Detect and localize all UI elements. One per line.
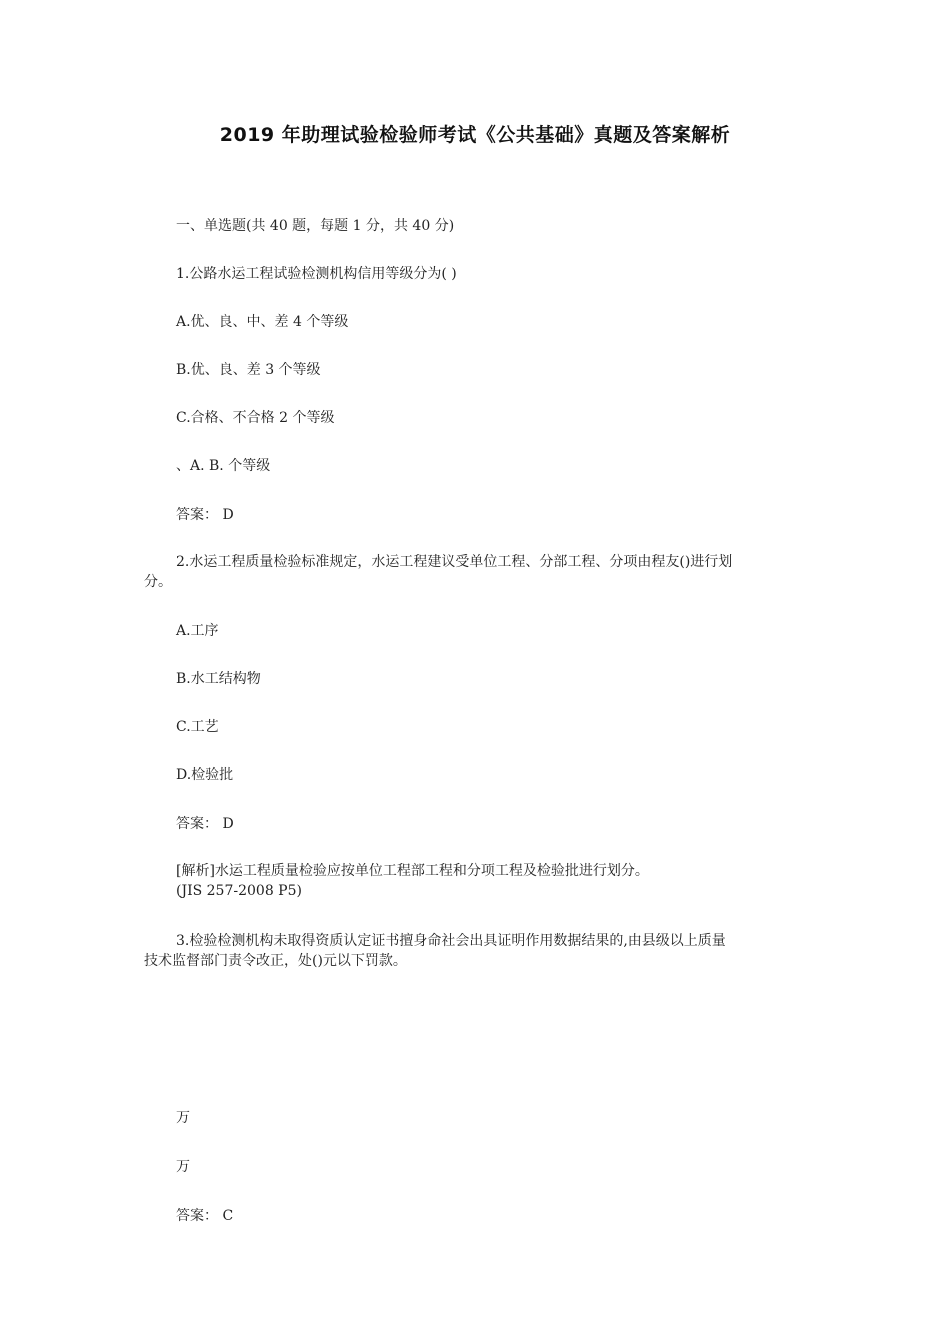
question-3-option-1: 万 (176, 1110, 190, 1126)
question-2-analysis-line-2: (JIS 257-2008 P5) (176, 883, 302, 899)
question-2-option-b: B.水工结构物 (176, 671, 261, 687)
question-2-stem (144, 552, 814, 592)
question-1-option-b: B.优、良、差 3 个等级 (176, 362, 321, 378)
question-1-option-d: 、A. B. 个等级 (176, 458, 271, 474)
question-3-option-2: 万 (176, 1159, 190, 1175)
question-3-stem-line-2: 技术监督部门责令改正，处()元以下罚款。 (144, 953, 407, 969)
question-2-option-c: C.工艺 (176, 719, 219, 735)
question-1-option-a: A.优、良、中、差 4 个等级 (176, 314, 349, 330)
question-2-option-a: A.工序 (176, 623, 219, 639)
question-1-answer: 答案： D (176, 507, 234, 523)
section-heading: 一、单选题(共 40 题，每题 1 分，共 40 分) (176, 218, 455, 234)
question-2-analysis-line-1: [解析]水运工程质量检验应按单位工程部工程和分项工程及检验批进行划分。 (176, 863, 649, 879)
question-3-stem-line-1: 3.检验检测机构未取得资质认定证书擅身命社会出具证明作用数据结果的,由县级以上质量 (176, 933, 726, 949)
question-1-stem: 1.公路水运工程试验检测机构信用等级分为( ) (176, 266, 457, 282)
question-2-answer: 答案： D (176, 816, 234, 832)
question-2-stem-line-2: 分。 (144, 574, 172, 590)
question-2-option-d: D.检验批 (176, 767, 234, 783)
document-title: 2019 年助理试验检验师考试《公共基础》真题及答案解析 (219, 124, 731, 146)
question-2-analysis (176, 861, 816, 901)
question-3-stem (144, 931, 814, 971)
question-1-option-c: C.合格、不合格 2 个等级 (176, 410, 335, 426)
question-2-stem-line-1: 2.水运工程质量检验标准规定，水运工程建议受单位工程、分部工程、分项由程友()进行划 (176, 554, 733, 570)
question-3-answer: 答案： C (176, 1208, 234, 1224)
